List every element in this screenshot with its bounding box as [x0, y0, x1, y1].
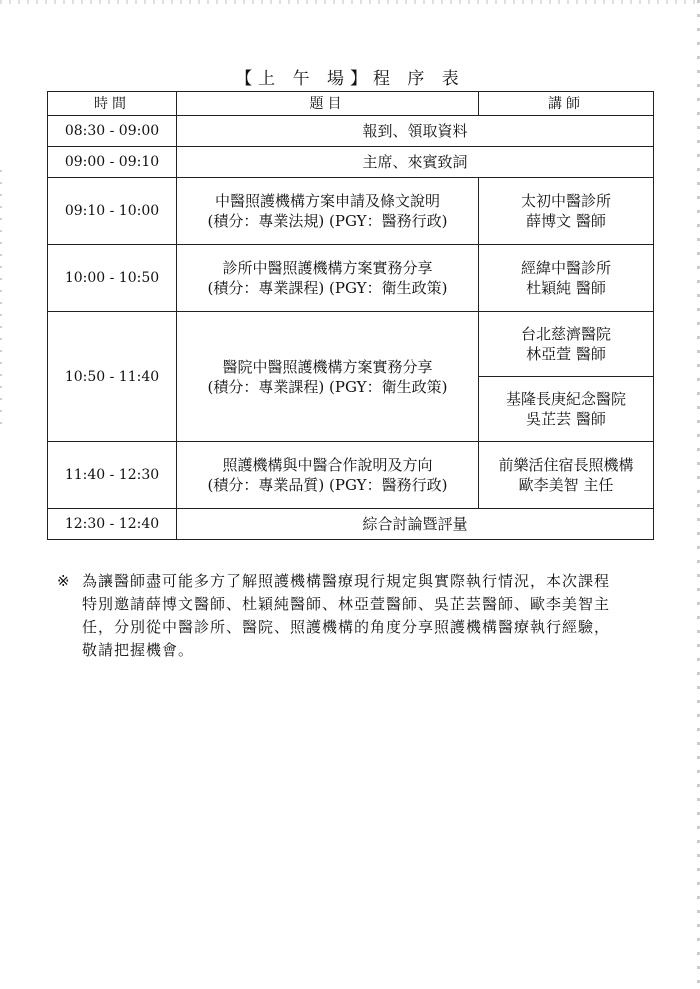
table-header-row [48, 92, 654, 116]
footnote-line: 為讓醫師盡可能多方了解照護機構醫療現行規定與實際執行情況，本次課程 [82, 572, 611, 590]
speaker-cell [479, 377, 654, 442]
topic-cell [177, 312, 479, 442]
speaker-cell [479, 178, 654, 245]
speaker-cell [479, 245, 654, 312]
footnote-line: 任，分別從中醫診所、醫院、照護機構的角度分享照護機構醫療執行經驗， [82, 618, 611, 636]
table-row [48, 245, 654, 312]
page-title: 【上 午 場】程 序 表 [235, 69, 465, 89]
speaker-affiliation: 台北慈濟醫院 [520, 325, 611, 343]
time-cell: 10:50 - 11:40 [48, 312, 177, 442]
scan-edge-left [0, 170, 2, 430]
topic-title: 醫院中醫照護機構方案實務分享 [222, 357, 433, 376]
speaker-cell [479, 312, 654, 377]
scan-edge-top [0, 0, 700, 4]
table-row [48, 442, 654, 509]
footnote-line: 敬請把握機會。 [82, 641, 195, 659]
time-cell: 09:10 - 10:00 [48, 178, 177, 245]
table-row [48, 312, 654, 377]
header-time: 時間 [48, 92, 177, 116]
speaker-affiliation: 太初中醫診所 [520, 192, 611, 210]
time-cell: 11:40 - 12:30 [48, 442, 177, 509]
topic-cell [177, 178, 479, 245]
header-topic: 題目 [177, 92, 479, 116]
topic-credits: (積分：專業品質) (PGY：醫務行政) [207, 476, 448, 494]
topic-credits: (積分：專業課程) (PGY：衛生政策) [207, 377, 448, 396]
footnote-line: 特別邀請薛博文醫師、杜穎純醫師、林亞萱醫師、吳芷芸醫師、歐李美智主 [82, 595, 611, 613]
topic-cell [177, 245, 479, 312]
topic-credits: (積分：專業法規) (PGY：醫務行政) [207, 212, 448, 230]
speaker-name: 杜穎純 醫師 [526, 279, 606, 297]
topic-cell: 綜合討論暨評量 [177, 509, 654, 540]
table-row [48, 178, 654, 245]
speaker-name: 薛博文 醫師 [526, 212, 606, 230]
speaker-name: 林亞萱 醫師 [526, 345, 606, 363]
speaker-affiliation: 基隆長庚紀念醫院 [505, 390, 626, 408]
speaker-name: 歐李美智 主任 [518, 476, 614, 494]
topic-cell: 報到、領取資料 [177, 116, 654, 147]
schedule-table [47, 91, 654, 540]
topic-title: 中醫照護機構方案申請及條文說明 [214, 192, 440, 210]
topic-title: 診所中醫照護機構方案實務分享 [222, 259, 433, 277]
topic-credits: (積分：專業課程) (PGY：衛生政策) [207, 279, 448, 297]
topic-title: 照護機構與中醫合作說明及方向 [222, 456, 433, 474]
time-cell: 08:30 - 09:00 [48, 116, 177, 147]
header-speaker: 講師 [479, 92, 654, 116]
speaker-affiliation: 經緯中醫診所 [520, 259, 611, 277]
speaker-affiliation: 前樂活住宿長照機構 [498, 456, 634, 474]
table-row [48, 147, 654, 178]
topic-cell: 主席、來賓致詞 [177, 147, 654, 178]
footnote [57, 570, 647, 662]
time-cell: 09:00 - 09:10 [48, 147, 177, 178]
table-row [48, 509, 654, 540]
time-cell: 10:00 - 10:50 [48, 245, 177, 312]
table-row [48, 116, 654, 147]
reference-mark-icon: ※ [57, 572, 71, 590]
speaker-name: 吳芷芸 醫師 [526, 410, 606, 428]
time-cell: 12:30 - 12:40 [48, 509, 177, 540]
topic-cell [177, 442, 479, 509]
speaker-cell [479, 442, 654, 509]
